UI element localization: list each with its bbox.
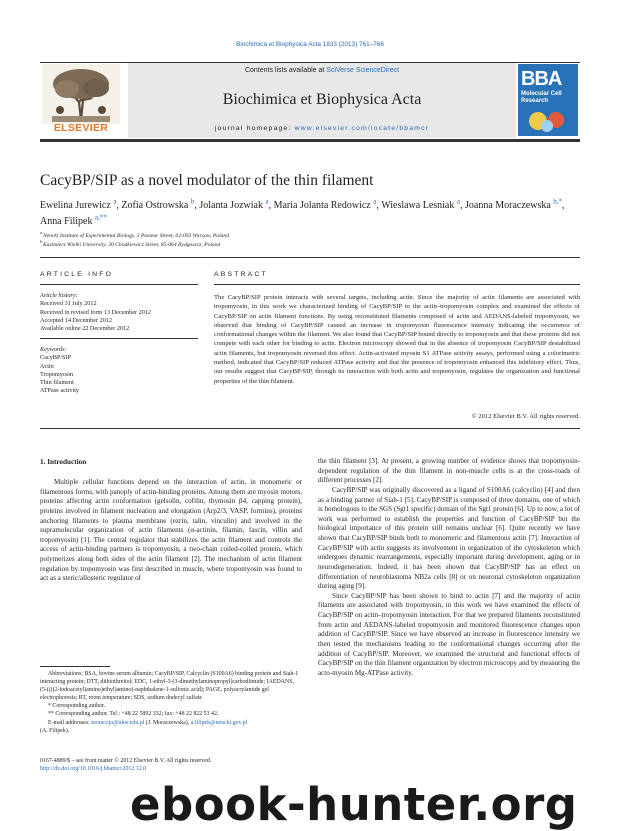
author-name: Ewelina Jurewicz $^a$ [40,197,117,211]
author-name: Joanna Moraczewska $^{b,*}$ [464,197,563,211]
journal-homepage [128,125,516,132]
author-name: Anna Filipek $^{a,**}$ [40,213,107,227]
author-affiliation-marker[interactable]: a [373,197,377,206]
homepage-prefix: journal homepage: [214,125,295,132]
author-list: Ewelina Jurewicz $^a$, Zofia Ostrowska $^b$, Jolanta Jozwiak $^a$, Maria Jolanta Redowicz $^a$, Wieslawa Lesniak $^a$, Joanna Moraczewska $^{b,*}$, Anna Filipek $^{a,**}$ [40,197,565,227]
intro-paragraph-3: CacyBP/SIP was originally discovered as a ligand of S100A6 (calcyclin) [4] and then as a binding partner of Siah-1 [5]. CacyBP/SIP is composed of three domains, one of which is homologous to the SGS (Sgt1 specific) domain of the Sgt1 protein [6]. Up to now, a lot of work was performed to establish the properties and function of CacyBP/SIP but the biological importance of this protein still remains unclear [6]. Quite recently we have shown that CacyBP/SIP binds both to monomeric and filamentous actin [7]. Interaction of CacyBP/SIP with actin suggests its involvement in organization of the cytoskeleton which undergoes dynamic rearrangements, especially important during development, aging or in neurodegeneration. Indeed, it has been shown that CacyBP/SIP has an effect on differentiation of neuroblastoma NB2a cells [8] or on neuronal cytoskeleton organization during aging [9]. [318,485,580,591]
abstract-heading-rule [214,284,580,285]
sciencedirect-link[interactable]: SciVerse ScienceDirect [326,67,400,74]
history-received: Received 31 July 2012 [40,300,97,308]
contents-prefix: Contents lists available at [244,67,325,74]
info-top-rule [40,257,580,258]
watermark-text: ebook-hunter.org [130,778,578,831]
body-column-right [318,457,580,678]
email-link-filipek[interactable]: a.filipek@nencki.gov.pl [190,719,248,726]
email-owner-2: (A. Filipek). [40,727,70,734]
author-affiliation-marker[interactable]: b,* [553,197,563,206]
email-footnote [40,719,302,735]
doi-link[interactable]: http://dx.doi.org/10.1016/j.bbamcr.2012.12.0 [40,766,147,773]
footnotes [40,670,302,735]
keyword: Tropomyosin [40,370,74,378]
history-rule [40,338,198,339]
footnote-rule [40,666,110,667]
author-name: Zofia Ostrowska $^b$ [121,197,195,211]
author-affiliation-marker[interactable]: a [113,197,117,206]
abstract-heading: ABSTRACT [214,271,268,278]
article-title: CacyBP/SIP as a novel modulator of the thin filament [40,172,374,189]
introduction-heading: 1. Introduction [40,458,87,466]
journal-cover-image [518,64,578,136]
cover-art-icon [524,108,572,134]
author-affiliation-marker[interactable]: a [456,197,460,206]
abbreviations-footnote: Abbreviations: BSA, bovine serum albumin; CacyBP/SIP, Calcyclin (S100A6) binding protein and Siah-1 interacting protein; DTT, dithiothreitol; EDC, 1-ethyl-3-(3-dimethylaminopropyl)carbodiimide; IAEDANS, (5-((((2-iodoacetyl)amino)ethyl)amino)-naphthalene-1-sulfonic acid); PAGE, polyacrylamide gel electrophoresis; RT, room temperature; SDS, sodium dodecyl sulfate [40,671,299,702]
author-affiliation-marker[interactable]: b [190,197,195,206]
history-revised: Received in revised form 13 December 2012 [40,308,151,316]
publication-info [40,757,280,774]
abstract-bottom-rule [40,428,580,429]
affiliation-marker: a [40,231,43,236]
keyword: CacyBP/SIP [40,354,71,362]
homepage-link[interactable]: www.elsevier.com/locate/bbamcr [294,125,430,132]
affiliation: $^b$ Kazimierz Wielki University, 30 Chodkiewicz Street, 85-064 Bydgoszcz, Poland [40,239,221,248]
affiliations [40,232,580,249]
email-link-moraczewska[interactable]: moraczjo@ukw.edu.pl [91,719,145,726]
cover-subtitle: Molecular Cell Research [521,91,562,104]
corresponding-author-footnote: * Corresponding author. [48,703,106,710]
email-owner-1: (J. Moraczewska), [144,719,191,726]
intro-paragraph-2: the thin filament [3]. At present, a growing number of evidence shows that tropomyosin-dependent regulation of the thin filament in non-muscle cells is at the cross-roads of different processes [2]. [318,457,580,485]
copyright-notice: © 2012 Elsevier B.V. All rights reserved. [471,413,580,420]
history-accepted: Accepted 14 December 2012 [40,316,112,324]
corresponding-author-footnote-2: ** Corresponding author. Tel.: +48 22 5892 332; fax: +48 22 822 53 42. [48,711,219,718]
cover-letters: BBA [521,68,562,90]
affiliation-marker: b [40,239,43,244]
abstract-text: The CacyBP/SIP protein interacts with several targets, including actin. Since the majority of actin filaments are associated with tropomyosin, in this work we characterized binding of CacyBP/SIP to the actin–tropomyosin complex and examined the effects of CacyBP/SIP on actin filament functions. By using reconstituted filaments composed of actin and AEDANS-labeled tropomyosin, we observed that binding of CacyBP/SIP caused an increase in tropomyosin fluorescence intensity indicating the occurrence of conformational changes within the filament. We also found that CacyBP/SIP bound directly to tropomyosin and that these proteins did not compete with each other for binding to actin. Electron microscopy showed that in the absence of tropomyosin CacyBP/SIP destabilized actin filaments, but tropomyosin reversed this effect. Actin-activated myosin S1 ATPase activity assays, performed using a colorimetric method, indicated that CacyBP/SIP reduced ATPase activity and that the presence of tropomyosin enhanced this inhibitory effect. Thus, our results suggest that CacyBP/SIP, through its interaction with both actin and tropomyosin, regulates the organization and functional properties of the thin filament. [214,294,580,385]
elsevier-wordmark: ELSEVIER [53,122,109,134]
info-heading-rule [40,284,198,285]
author-name: Jolanta Jozwiak $^a$ [199,197,269,211]
affiliation: $^a$ Nencki Institute of Experimental Biology, 3 Pasteur Street, 02-093 Warsaw, Poland [40,231,230,239]
author-name: Wieslawa Lesniak $^a$ [381,197,460,211]
article-history [40,292,198,333]
article-info-heading: ARTICLE INFO [40,271,114,278]
body-column-left [40,478,302,584]
author-name: Maria Jolanta Redowicz $^a$ [273,197,377,211]
author-affiliation-marker[interactable]: a [265,197,269,206]
header-bottom-rule [40,139,580,142]
issn-line: 0167-4889/$ – see front matter © 2012 Elsevier B.V. All rights reserved. [40,758,212,764]
keyword: ATPase activity [40,387,80,395]
contents-line [128,67,516,74]
email-prefix: E-mail addresses: [48,719,92,726]
keyword: Actin [40,362,54,370]
keyword: Thin filament [40,379,74,387]
intro-paragraph-4: Since CacyBP/SIP has been shown to bind to actin [7] and the majority of actin filaments are associated with tropomyosin, in this work we have examined the effects of CacyBP/SIP on actin–tropomyosin interaction. For that we prepared filaments reconstituted from actin and AEDANS-labeled tropomyosin and monitored fluorescence changes upon addition of CacyBP/SIP. Since we have observed an increase in fluorescence intensity we then tested the mechanisms leading to the conformational changes occurring after the addition of CacyBP/SIP. Moreover, we examined the structural and functional effects of CacyBP/SIP on the thin filament organization by electron microscopy and by measuring the acto-myosin Mg-ATPase activity. [318,591,580,677]
journal-name: Biochimica et Biophysica Acta [222,91,422,108]
author-affiliation-marker[interactable]: a,** [95,213,107,222]
journal-citation[interactable]: Biochimica et Biophysica Acta 1833 (2013) 761–766 [236,41,384,48]
keywords [40,346,198,396]
history-online: Available online 22 December 2012 [40,325,130,333]
intro-paragraph-1: Multiple cellular functions depend on the interaction of actin, in monomeric or filamentous forms, with panoply of actin-binding proteins. Among them are myosin motors, proteins affecting actin conformation (gelsolin, cofilin, thymosin β4, capping protein), proteins involved in filament nucleation and elongation (Arp2/3, VASP, formins), proteins anchoring filaments to plasma membrane (ezrin, talin, vinculin) and involved in the supramolecular organization of actin filaments (α-actinin, filamin, fascin, villin and tropomyosin) [1]. The central regulator that stabilizes the actin filament and controls the access of actin-binding partners is tropomyosin, a two-chain coiled-coiled protein, which polymerizes along both sides of the actin filament [2]. The mechanism of actin filament regulation by tropomyosin was first described in muscle, where tropomyosin was found to act as a steric/allosteric regulator of [40,478,302,583]
history-label: Article history: [40,292,78,299]
keywords-label: Keywords: [40,346,67,353]
